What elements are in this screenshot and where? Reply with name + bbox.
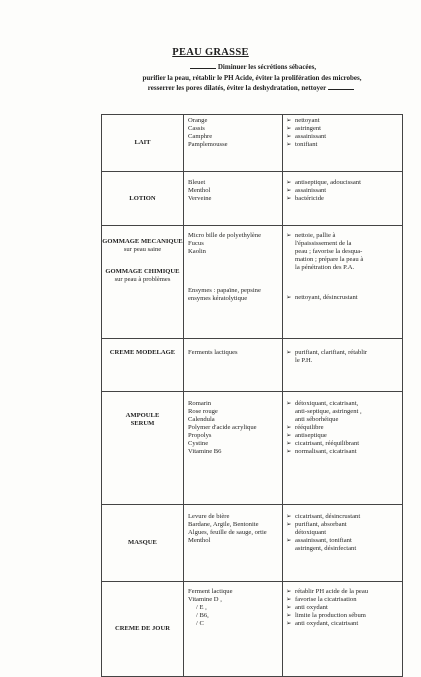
effect-text: assainissant, tonifiant xyxy=(295,537,352,544)
ingredient: Ensymes : papaïne, pepsine xyxy=(188,287,261,294)
ingredient: Pamplemousse xyxy=(188,141,228,148)
right-arrowhead-icon: ➢ xyxy=(286,432,292,439)
category-cell xyxy=(102,172,184,226)
ingredients-cell xyxy=(184,226,283,339)
ingredient: Cassis xyxy=(188,125,205,132)
right-arrowhead-icon: ➢ xyxy=(286,179,292,186)
category-label: GOMMAGE CHIMIQUE xyxy=(105,268,180,275)
right-arrowhead-icon: ➢ xyxy=(286,537,292,544)
effect-text: anti oxydant, cicatrisant xyxy=(295,620,359,627)
effect-text: normalisant, cicatrisant xyxy=(295,448,357,455)
effect-text: mation ; prépare la peau à xyxy=(295,256,364,263)
ingredient: Bleuet xyxy=(188,179,206,186)
effects-cell xyxy=(283,339,403,392)
effect-item xyxy=(286,521,399,529)
effect-item xyxy=(286,232,399,240)
effect-text: détoxiquant xyxy=(295,529,327,536)
ingredient: Propolys xyxy=(188,432,212,439)
category-label: LAIT xyxy=(134,139,151,146)
effect-text: la pénétration des P.A. xyxy=(295,264,355,271)
right-arrowhead-icon: ➢ xyxy=(286,125,292,132)
category-cell xyxy=(102,339,184,392)
table-row xyxy=(102,339,403,392)
effect-text: purifiant, clarifiant, rétablir xyxy=(295,349,368,356)
ingredient: Menthol xyxy=(188,537,211,544)
category-cell xyxy=(102,505,184,582)
right-arrowhead-icon: ➢ xyxy=(286,117,292,124)
effect-text: peau ; favorise la desqua- xyxy=(295,248,363,255)
effect-text: favorise la cicatrisation xyxy=(295,596,357,603)
right-arrowhead-icon: ➢ xyxy=(286,521,292,528)
effects-cell xyxy=(283,505,403,582)
effect-text: antiseptique xyxy=(295,432,327,439)
effect-text: nettoie, pallie à xyxy=(295,232,336,239)
effects-cell xyxy=(283,115,403,172)
ingredient: Cystine xyxy=(188,440,209,447)
effect-text: rééquilibre xyxy=(295,424,324,431)
right-arrowhead-icon: ➢ xyxy=(286,440,292,447)
ingredient: ensymes kératolytique xyxy=(188,295,248,302)
effect-text: nettoyant, désincrustant xyxy=(295,294,358,301)
effect-text: détoxiquant, cicatrisant, xyxy=(295,400,359,407)
right-arrowhead-icon: ➢ xyxy=(286,141,292,148)
right-arrowhead-icon: ➢ xyxy=(286,604,292,611)
right-arrowhead-icon: ➢ xyxy=(286,448,292,455)
effect-item xyxy=(286,620,399,628)
category-label: AMPOULE xyxy=(125,412,160,419)
category-label-line2: SERUM xyxy=(130,420,155,427)
ingredients-cell xyxy=(184,115,283,172)
ingredient: Algues, feuille de sauge, ortie xyxy=(188,529,267,536)
right-arrowhead-icon: ➢ xyxy=(286,588,292,595)
ingredient: Kaolin xyxy=(188,248,206,255)
products-table xyxy=(101,114,403,677)
effect-text: anti oxydant xyxy=(295,604,328,611)
ingredients-cell xyxy=(184,392,283,505)
page-title: PEAU GRASSE xyxy=(172,47,249,58)
effects-cell xyxy=(283,172,403,226)
category-cell xyxy=(102,115,184,172)
category-cell xyxy=(102,392,184,505)
effect-item xyxy=(286,187,399,195)
ingredient: / E , xyxy=(196,604,207,611)
effect-item xyxy=(286,117,399,125)
right-arrowhead-icon: ➢ xyxy=(286,133,292,140)
effect-item xyxy=(286,141,399,149)
ingredient: Romarin xyxy=(188,400,212,407)
effect-text: bactéricide xyxy=(295,195,324,202)
ingredient: Calendula xyxy=(188,416,215,423)
effect-text: assainissant xyxy=(295,133,327,140)
effect-text: antiseptique, adoucissant xyxy=(295,179,361,186)
category-label: CREME MODELAGE xyxy=(109,349,176,356)
category-sublabel: sur peau saine xyxy=(123,246,162,253)
ingredient: / C xyxy=(196,620,204,627)
effect-item xyxy=(286,424,399,432)
right-arrowhead-icon: ➢ xyxy=(286,195,292,202)
effects-cell xyxy=(283,582,403,677)
ingredient: Levure de bière xyxy=(188,513,230,520)
effect-text: astringent xyxy=(295,125,322,132)
ingredients-cell xyxy=(184,172,283,226)
category-label: GOMMAGE MECANIQUE xyxy=(102,238,183,245)
intro-line-3: resserrer les pores dilatés, éviter la deshydratation, nettoyer xyxy=(147,84,327,92)
ingredient: Vitamine D , xyxy=(188,596,222,603)
table-row xyxy=(102,226,403,339)
intro-text xyxy=(104,62,400,94)
effect-item xyxy=(286,125,399,133)
right-arrowhead-icon: ➢ xyxy=(286,424,292,431)
effect-item xyxy=(286,133,399,141)
category-label: LOTION xyxy=(129,194,156,202)
effect-text: nettoyant xyxy=(295,117,320,124)
effect-text: l'épaississement de la xyxy=(295,240,352,247)
category-label: CREME DE JOUR xyxy=(115,625,170,632)
effect-text: limite la production sébum xyxy=(295,612,366,619)
table-row xyxy=(102,505,403,582)
effects-cell xyxy=(283,392,403,505)
category-cell xyxy=(102,226,184,339)
ingredient: Menthol xyxy=(188,187,211,194)
effect-item xyxy=(286,596,399,604)
ingredient: Camphre xyxy=(188,133,213,140)
ingredient: Vitamine B6 xyxy=(188,448,222,455)
effect-text: le P.H. xyxy=(295,357,313,364)
ingredients-cell xyxy=(184,582,283,677)
table-row xyxy=(102,392,403,505)
ingredients-cell xyxy=(184,505,283,582)
right-arrowhead-icon: ➢ xyxy=(286,400,292,407)
right-arrowhead-icon: ➢ xyxy=(286,294,292,301)
effect-text: purifiant, absorbant xyxy=(295,521,347,528)
ingredient: Fucus xyxy=(188,240,204,247)
effect-item xyxy=(286,195,399,203)
effect-text: rétablir PH acide de la peau xyxy=(295,588,369,595)
right-arrowhead-icon: ➢ xyxy=(286,349,292,356)
ingredient: Verveine xyxy=(188,195,212,202)
right-arrowhead-icon: ➢ xyxy=(286,620,292,627)
effect-item xyxy=(286,179,399,187)
category-cell xyxy=(102,582,184,677)
ingredients-cell xyxy=(184,339,283,392)
effect-item xyxy=(286,537,399,545)
right-arrowhead-icon: ➢ xyxy=(286,612,292,619)
table-row xyxy=(102,115,403,172)
effect-text: cicatrisant, rééquilibrant xyxy=(295,440,360,447)
right-arrowhead-icon: ➢ xyxy=(286,513,292,520)
effect-text: anti séborhéique xyxy=(295,416,339,423)
category-label: MASQUE xyxy=(128,539,157,546)
intro-leading-blank xyxy=(190,62,216,69)
effect-item xyxy=(286,400,399,408)
effect-item xyxy=(286,612,399,620)
ingredient: Orange xyxy=(188,117,208,124)
ingredient: Micro bille de polyethylène xyxy=(188,232,262,239)
ingredient: Polymer d'acide acrylique xyxy=(188,424,257,431)
effect-text: astringent, désinfectant xyxy=(295,545,357,552)
effect-text: tonifiant xyxy=(295,141,318,148)
ingredient: / B6, xyxy=(196,612,209,619)
table-row xyxy=(102,582,403,677)
effect-text: assainissant xyxy=(295,187,327,194)
effect-text: anti-septique, astringent , xyxy=(295,408,362,415)
effect-item xyxy=(286,294,399,302)
intro-trailing-blank xyxy=(328,83,354,90)
effect-item xyxy=(286,349,399,357)
category-sublabel: sur peau à problèmes xyxy=(114,276,171,283)
ingredient: Rose rouge xyxy=(188,408,218,415)
effect-text: cicatrisant, désincrustant xyxy=(295,513,361,520)
table-row xyxy=(102,172,403,226)
ingredient: Ferment lactique xyxy=(188,588,233,595)
intro-line-2: purifier la peau, rétablir le PH Acide, éviter la prolifération des microbes, xyxy=(142,73,362,82)
effect-item xyxy=(286,604,399,612)
right-arrowhead-icon: ➢ xyxy=(286,232,292,239)
ingredient: Bardane, Argile, Bentonite xyxy=(188,521,259,528)
effect-item xyxy=(286,440,399,448)
effect-item xyxy=(286,448,399,456)
effect-item xyxy=(286,513,399,521)
effects-cell xyxy=(283,226,403,339)
ingredient: Ferments lactiques xyxy=(188,349,238,356)
right-arrowhead-icon: ➢ xyxy=(286,596,292,603)
right-arrowhead-icon: ➢ xyxy=(286,187,292,194)
intro-line-1: Diminuer les sécrétions sébacées, xyxy=(217,63,317,71)
effect-item xyxy=(286,432,399,440)
effect-item xyxy=(286,588,399,596)
